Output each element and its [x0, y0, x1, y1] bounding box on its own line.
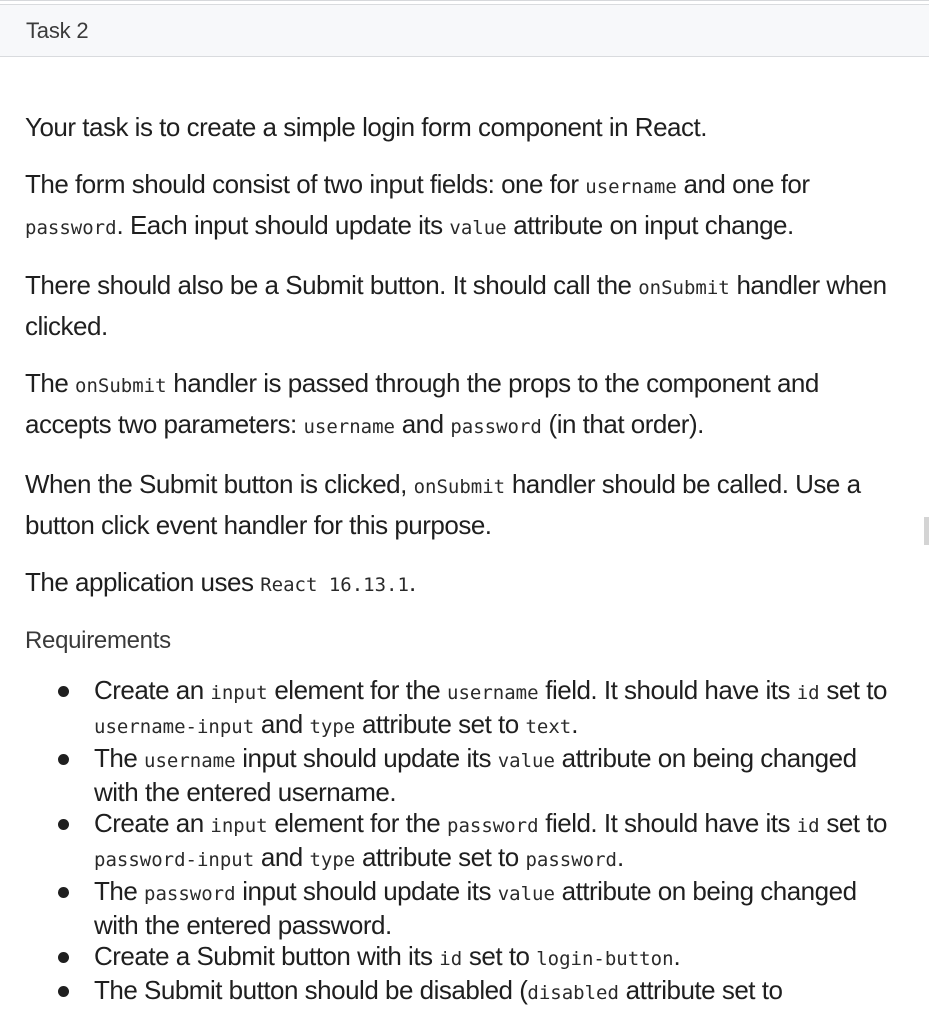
submit-button-paragraph: There should also be a Submit button. It should call the onSubmit handler when clicked.: [25, 270, 887, 341]
code-onsubmit: onSubmit: [75, 375, 167, 397]
list-item: Create an input element for the password field. It should have its id set to password-input and type attribute set to password.: [94, 808, 905, 876]
list-item: The username input should update its value attribute on being changed with the entered username.: [94, 743, 905, 808]
task-title: Task 2: [26, 18, 89, 43]
list-item: Create a Submit button with its id set to login-button.: [94, 941, 905, 975]
requirements-list: [25, 675, 905, 1009]
code-onsubmit: onSubmit: [638, 277, 730, 299]
click-handler-paragraph: When the Submit button is clicked, onSubmit handler should be called. Use a button click event handler for this purpose.: [25, 469, 861, 540]
code-password: password: [25, 217, 117, 239]
intro-paragraph: Your task is to create a simple login form component in React.: [25, 112, 707, 142]
props-paragraph: The onSubmit handler is passed through the props to the component and accepts two parameters: username and password (in that order).: [25, 368, 819, 439]
task-header: [0, 4, 929, 57]
list-item: Create an input element for the username field. It should have its id set to username-input and type attribute set to text.: [94, 675, 905, 743]
list-item: The password input should update its value attribute on being changed with the entered password.: [94, 876, 905, 941]
form-fields-paragraph: The form should consist of two input fields: one for username and one for password. Each input should update its value attribute on input change.: [25, 169, 810, 240]
code-username: username: [585, 176, 677, 198]
code-username: username: [303, 416, 395, 438]
code-value: value: [449, 217, 507, 239]
requirements-heading: Requirements: [25, 627, 171, 654]
react-version-paragraph: The application uses React 16.13.1.: [25, 567, 416, 597]
scrollbar-thumb[interactable]: [924, 517, 929, 545]
code-password: password: [450, 416, 542, 438]
code-onsubmit: onSubmit: [413, 476, 506, 498]
list-item: The Submit button should be disabled (disabled attribute set to: [94, 975, 905, 1009]
code-react-version: React 16.13.1: [260, 574, 409, 596]
task-description: [25, 108, 905, 1009]
